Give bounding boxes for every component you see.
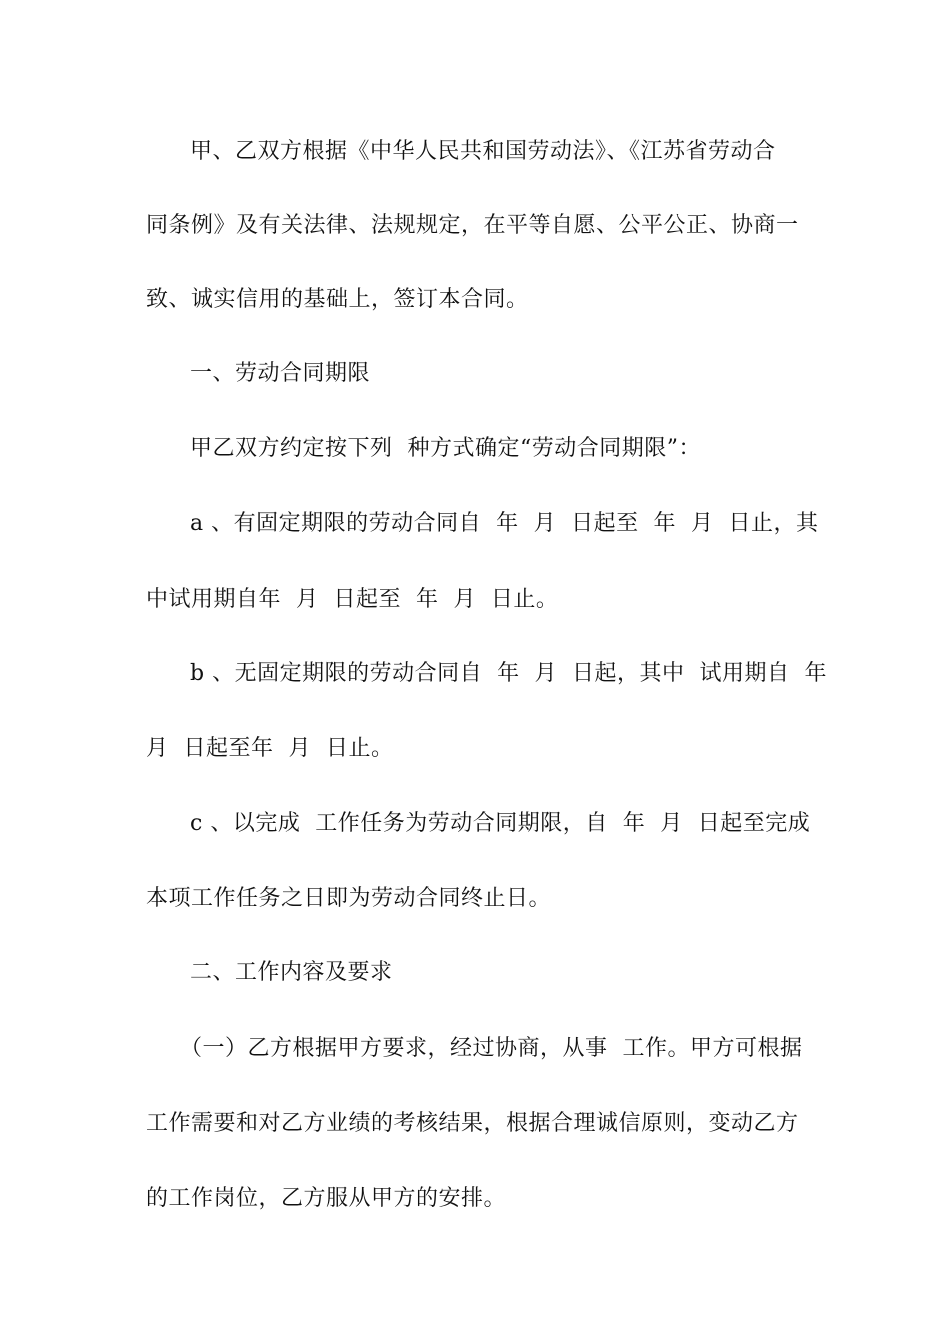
paragraph-line: （一）乙方根据甲方要求，经过协商，从事 工作。甲方可根据: [180, 1036, 803, 1061]
paragraph-line: c 、以完成 工作任务为劳动合同期限，自 年 月 日起至完成: [190, 811, 811, 836]
paragraph-line: 的工作岗位，乙方服从甲方的安排。: [146, 1186, 507, 1211]
paragraph-line: 月 日起至年 月 日止。: [146, 736, 394, 761]
paragraph-line: 同条例》及有关法律、法规规定，在平等自愿、公平公正、协商一: [146, 213, 799, 238]
paragraph-line: b 、无固定期限的劳动合同自 年 月 日起，其中 试用期自 年: [190, 661, 828, 686]
paragraph-line: 致、诚实信用的基础上，签订本合同。: [146, 287, 529, 312]
paragraph-line: a 、有固定期限的劳动合同自 年 月 日起至 年 月 日止，其: [190, 511, 819, 536]
paragraph-line: 本项工作任务之日即为劳动合同终止日。: [146, 886, 552, 911]
paragraph-line: 中试用期自年 月 日起至 年 月 日止。: [146, 587, 559, 612]
paragraph-line: 甲、乙双方根据《中华人民共和国劳动法》、《江苏省劳动合: [190, 139, 776, 164]
paragraph-line: 工作需要和对乙方业绩的考核结果，根据合理诚信原则，变动乙方: [146, 1111, 799, 1136]
section-heading: 二、工作内容及要求: [190, 960, 393, 985]
section-heading: 一、劳动合同期限: [190, 361, 371, 386]
paragraph-line: 甲乙双方约定按下列 种方式确定“劳动合同期限”：: [190, 436, 701, 461]
